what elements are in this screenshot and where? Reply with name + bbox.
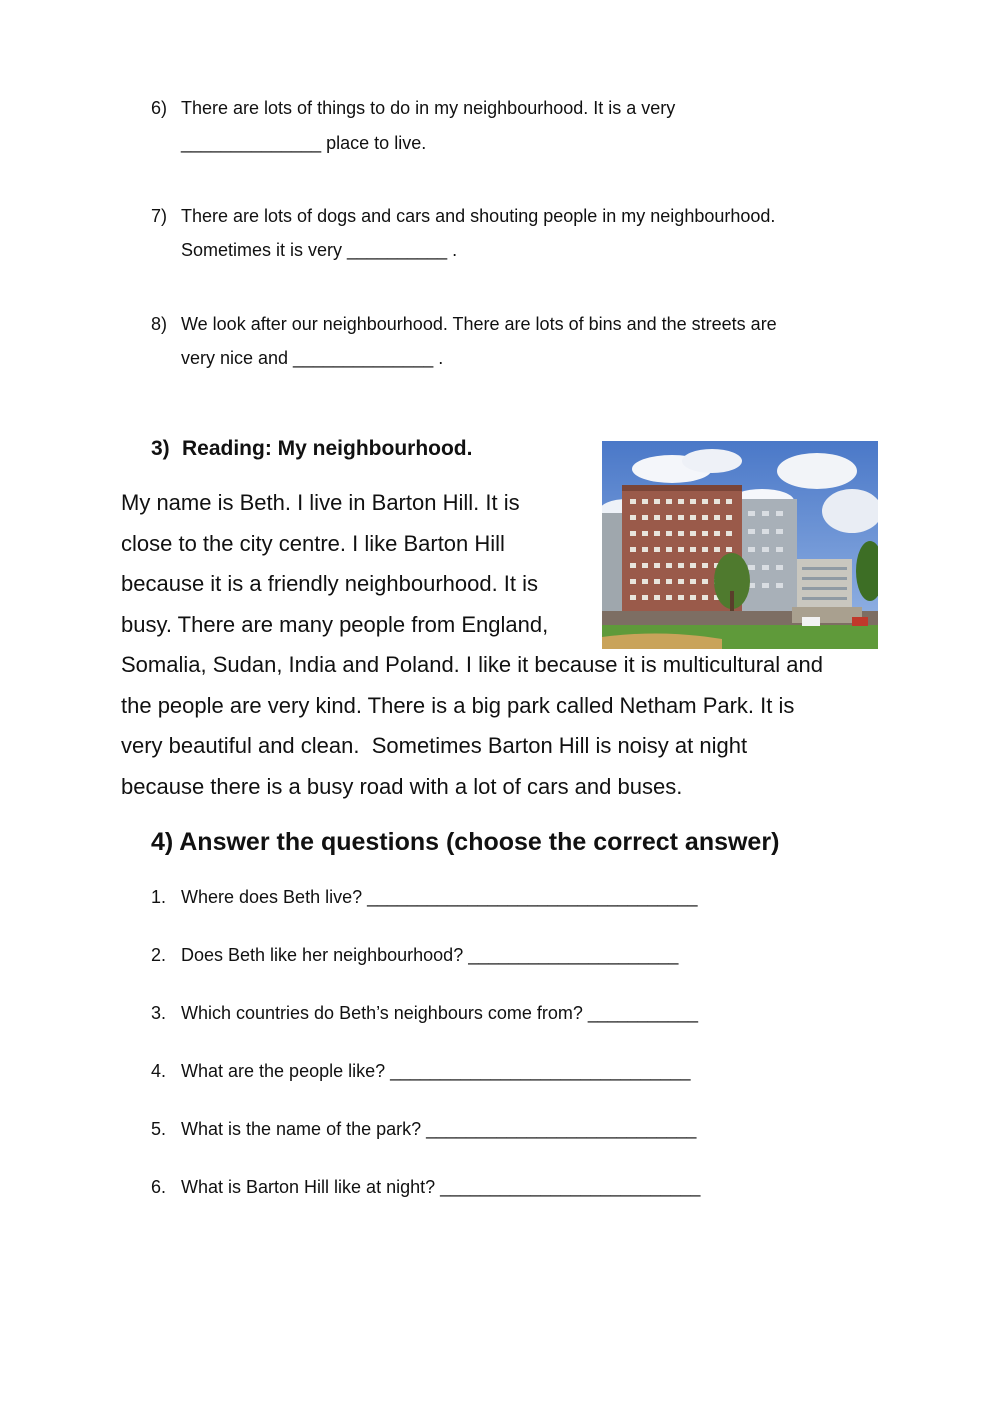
question-4-text: What are the people like? ______________________________ (181, 1061, 691, 1081)
reading-line-3: because it is a friendly neighbourhood. It is (121, 571, 539, 596)
exercise-6-number: 6) (151, 98, 168, 118)
question-3-text: Which countries do Beth’s neighbours come from? ___________ (181, 1003, 698, 1023)
question-4-number: 4. (151, 1061, 167, 1081)
question-6-text: What is Barton Hill like at night? __________________________ (181, 1177, 701, 1197)
exercise-8-number: 8) (151, 314, 168, 334)
reading-line-5: Somalia, Sudan, India and Poland. I like it because it is multicultural and (121, 652, 823, 677)
neighbourhood-photo (602, 441, 878, 649)
exercise-8-line-1: We look after our neighbourhood. There are lots of bins and the streets are (181, 314, 777, 334)
exercise-6-line-2: ______________ place to live. (181, 133, 427, 153)
question-2-number: 2. (151, 945, 167, 965)
question-5-text: What is the name of the park? ___________________________ (181, 1119, 697, 1139)
question-5-number: 5. (151, 1119, 167, 1139)
reading-line-6: the people are very kind. There is a big park called Netham Park. It is (121, 693, 795, 718)
exercise-7-line-2: Sometimes it is very __________ . (181, 240, 458, 260)
question-1-number: 1. (151, 887, 167, 907)
reading-line-2: close to the city centre. I like Barton Hill (121, 531, 505, 556)
reading-section-number: 3) (151, 437, 170, 460)
exercise-7-number: 7) (151, 206, 168, 226)
question-3-number: 3. (151, 1003, 167, 1023)
question-6-number: 6. (151, 1177, 167, 1197)
reading-line-7: very beautiful and clean. Sometimes Barton Hill is noisy at night (121, 733, 748, 758)
questions-section-heading: 4) Answer the questions (choose the correct answer) (151, 828, 780, 856)
question-1-text: Where does Beth live? _________________________________ (181, 887, 698, 907)
reading-line-8: because there is a busy road with a lot of cars and buses. (121, 774, 683, 799)
question-2-text: Does Beth like her neighbourhood? _____________________ (181, 945, 679, 965)
reading-line-4: busy. There are many people from England, (121, 612, 549, 637)
reading-line-1: My name is Beth. I live in Barton Hill. It is (121, 490, 520, 515)
exercise-6-line-1: There are lots of things to do in my neighbourhood. It is a very (181, 98, 676, 118)
exercise-8-line-2: very nice and ______________ . (181, 348, 444, 368)
reading-section-heading: Reading: My neighbourhood. (182, 437, 473, 460)
exercise-7-line-1: There are lots of dogs and cars and shouting people in my neighbourhood. (181, 206, 776, 226)
